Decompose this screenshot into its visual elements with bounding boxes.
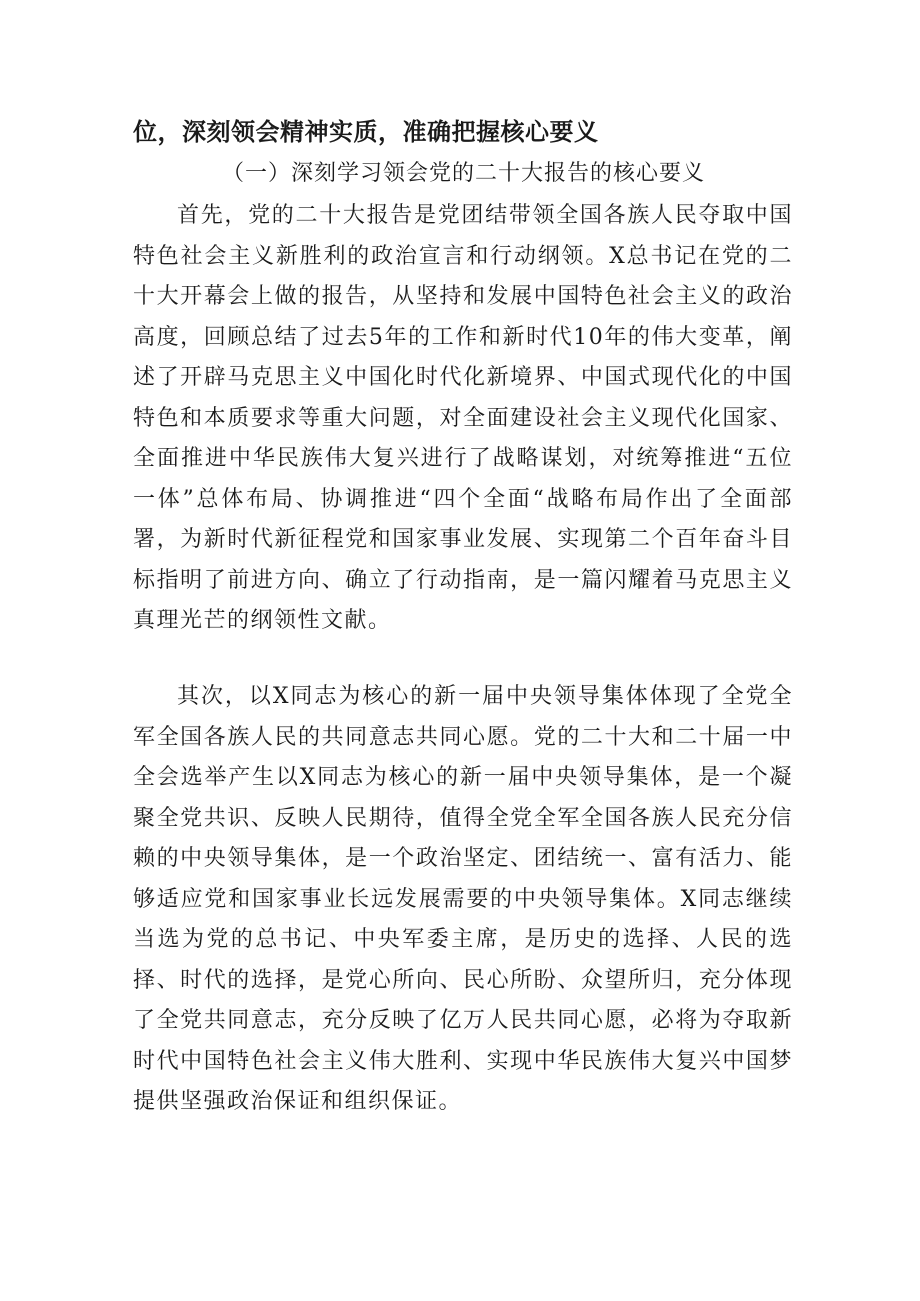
paragraph-second: 其次，以X同志为核心的新一届中央领导集体体现了全党全军全国各族人民的共同意志共同心愿。党的二十大和二十届一中全会选举产生以X同志为核心的新一届中央领导集体，是一个凝聚全党共识、反映人民期待，值得全党全军全国各族人民充分信赖的中央领导集体，是一个政治坚定、团结统一、富有活力、能够适应党和国家事业长远发展需要的中央领导集体。X同志继续当选为党的总书记、中央军委主席，是历史的选择、人民的选择、时代的选择，是党心所向、民心所盼、众望所归，充分体现了全党共同意志，充分反映了亿万人民共同心愿，必将为夺取新时代中国特色社会主义伟大胜利、实现中华民族伟大复兴中国梦提供坚强政治保证和组织保证。 <box>133 684 793 1114</box>
subsection-heading: （一）深刻学习领会党的二十大报告的核心要义 <box>222 161 706 186</box>
section-heading: 位，深刻领会精神实质，准确把握核心要义 <box>133 118 599 146</box>
paragraph-first: 首先，党的二十大报告是党团结带领全国各族人民夺取中国特色社会主义新胜利的政治宣言和行动纲领。X总书记在党的二十大开幕会上做的报告，从坚持和发展中国特色社会主义的政治高度，回顾总结了过去5年的工作和新时代10年的伟大变革，阐述了开辟马克思主义中国化时代化新境界、中国式现代化的中国特色和本质要求等重大问题，对全面建设社会主义现代化国家、全面推进中华民族伟大复兴进行了战略谋划，对统筹推进“五位一体”总体布局、协调推进“四个全面“战略布局作出了全面部署，为新时代新征程党和国家事业发展、实现第二个百年奋斗目标指明了前进方向、确立了行动指南，是一篇闪耀着马克思主义真理光芒的纲领性文献。 <box>133 203 793 633</box>
